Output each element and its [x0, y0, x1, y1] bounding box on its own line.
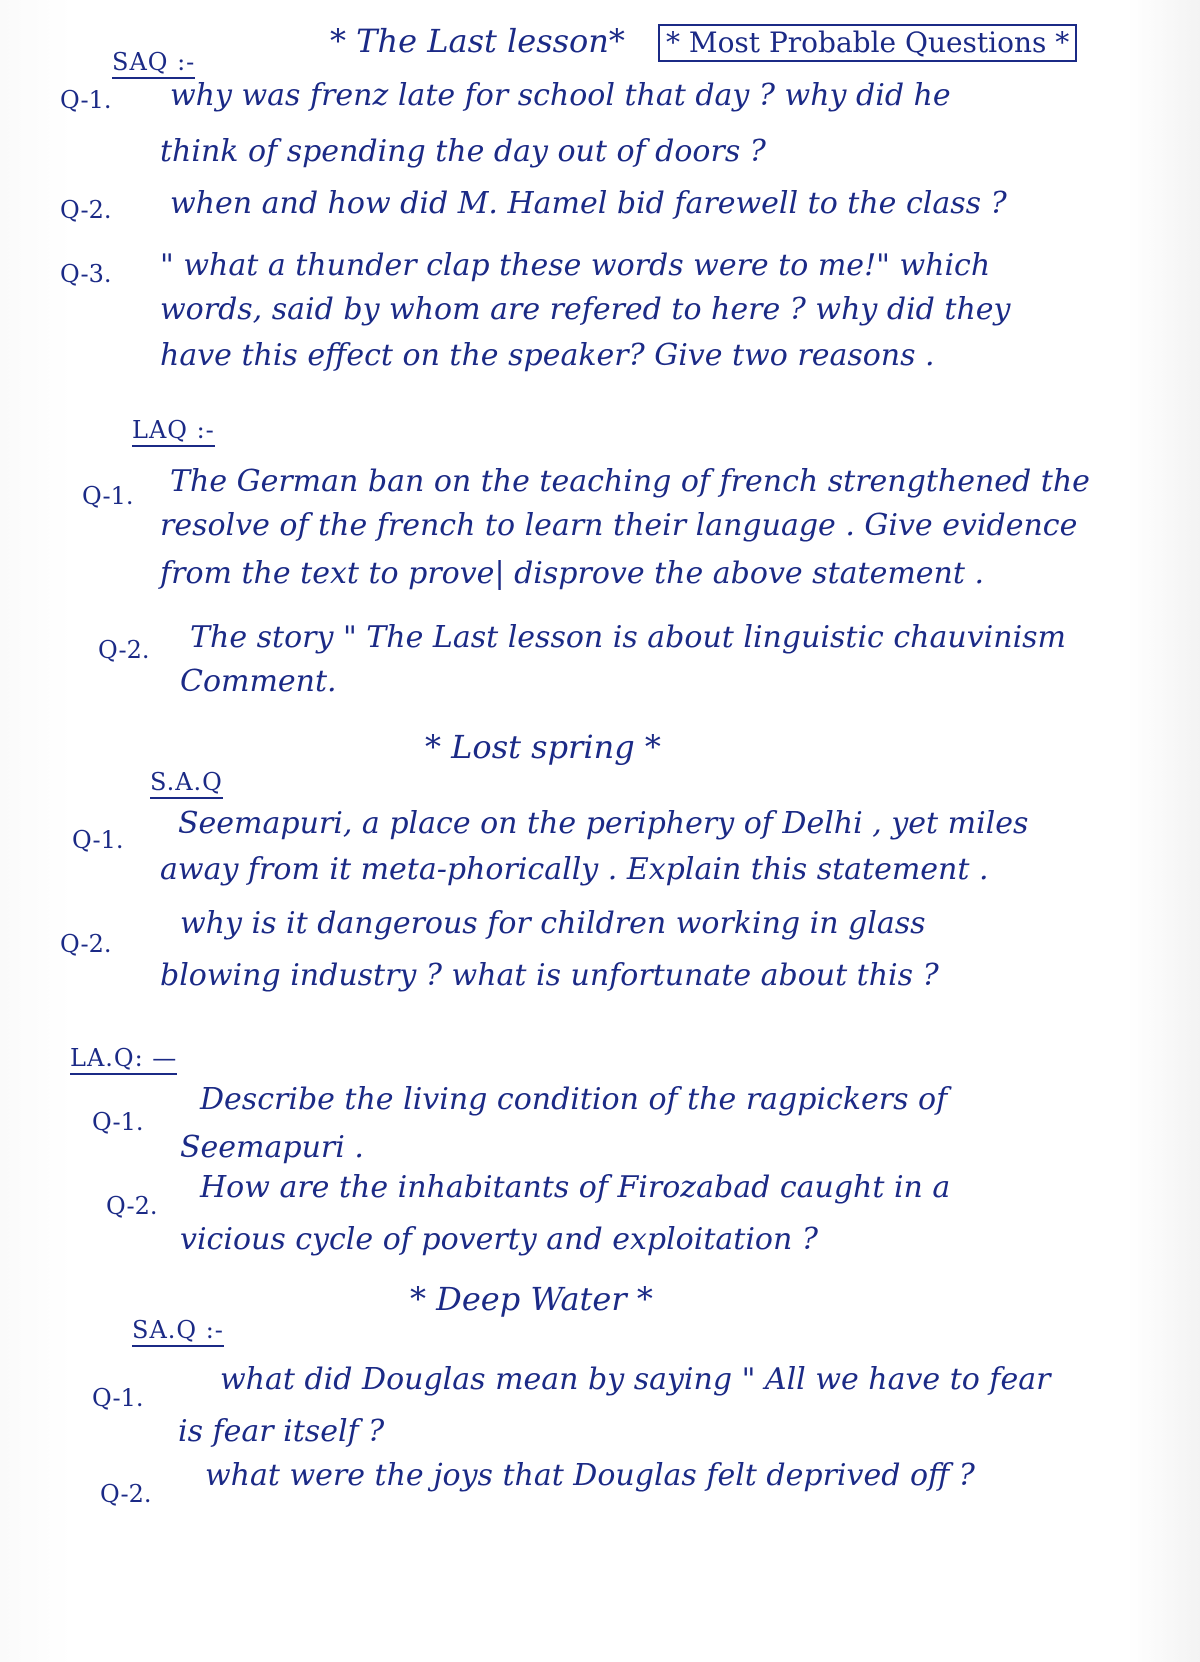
question-number: Q-2.: [100, 1480, 152, 1508]
question-line: what did Douglas mean by saying " All we have to fear: [220, 1362, 1051, 1397]
question-line: blowing industry ? what is unfortunate about this ?: [160, 958, 939, 993]
question-line: what were the joys that Douglas felt deprived off ?: [205, 1458, 975, 1493]
question-line: words, said by whom are refered to here ? why did they: [160, 292, 1011, 327]
question-line: why was frenz late for school that day ? why did he: [170, 78, 951, 113]
question-number: Q-1.: [72, 826, 124, 854]
saq-heading: S.A.Q: [150, 768, 223, 799]
section-title-last-lesson: * The Last lesson*: [330, 22, 625, 60]
question-number: Q-1.: [60, 86, 112, 114]
section-title-deep-water: * Deep Water *: [410, 1280, 653, 1318]
question-number: Q-2.: [60, 196, 112, 224]
question-line: The German ban on the teaching of french strengthened the: [170, 464, 1090, 499]
question-line: is fear itself ?: [178, 1414, 385, 1449]
question-number: Q-2.: [106, 1192, 158, 1220]
question-line: resolve of the french to learn their language . Give evidence: [160, 508, 1078, 543]
question-line: Comment.: [180, 664, 337, 699]
question-line: from the text to prove| disprove the above statement .: [160, 556, 984, 591]
question-line: " what a thunder clap these words were to me!" which: [160, 248, 991, 283]
question-line: Seemapuri, a place on the periphery of Delhi , yet miles: [178, 806, 1029, 841]
question-line: think of spending the day out of doors ?: [160, 134, 766, 169]
question-line: why is it dangerous for children working in glass: [180, 906, 926, 941]
question-line: have this effect on the speaker? Give two reasons .: [160, 338, 935, 373]
question-line: away from it meta-phorically . Explain this statement .: [160, 852, 989, 887]
question-number: Q-2.: [98, 636, 150, 664]
question-number: Q-1.: [92, 1108, 144, 1136]
question-number: Q-2.: [60, 930, 112, 958]
section-title-lost-spring: * Lost spring *: [425, 728, 661, 766]
question-number: Q-1.: [92, 1384, 144, 1412]
question-line: How are the inhabitants of Firozabad caught in a: [200, 1170, 951, 1205]
question-line: The story " The Last lesson is about linguistic chauvinism: [190, 620, 1067, 655]
saq-heading: SA.Q :-: [132, 1316, 224, 1347]
question-line: when and how did M. Hamel bid farewell to the class ?: [170, 186, 1007, 221]
laq-heading: LA.Q: —: [70, 1044, 177, 1075]
question-line: Describe the living condition of the ragpickers of: [200, 1082, 948, 1117]
laq-heading: LAQ :-: [132, 416, 215, 447]
question-number: Q-3.: [60, 260, 112, 288]
question-number: Q-1.: [82, 482, 134, 510]
question-line: vicious cycle of poverty and exploitation ?: [180, 1222, 818, 1257]
most-probable-questions-box: * Most Probable Questions *: [658, 24, 1077, 62]
question-line: Seemapuri .: [180, 1130, 364, 1165]
saq-heading: SAQ :-: [112, 48, 195, 79]
